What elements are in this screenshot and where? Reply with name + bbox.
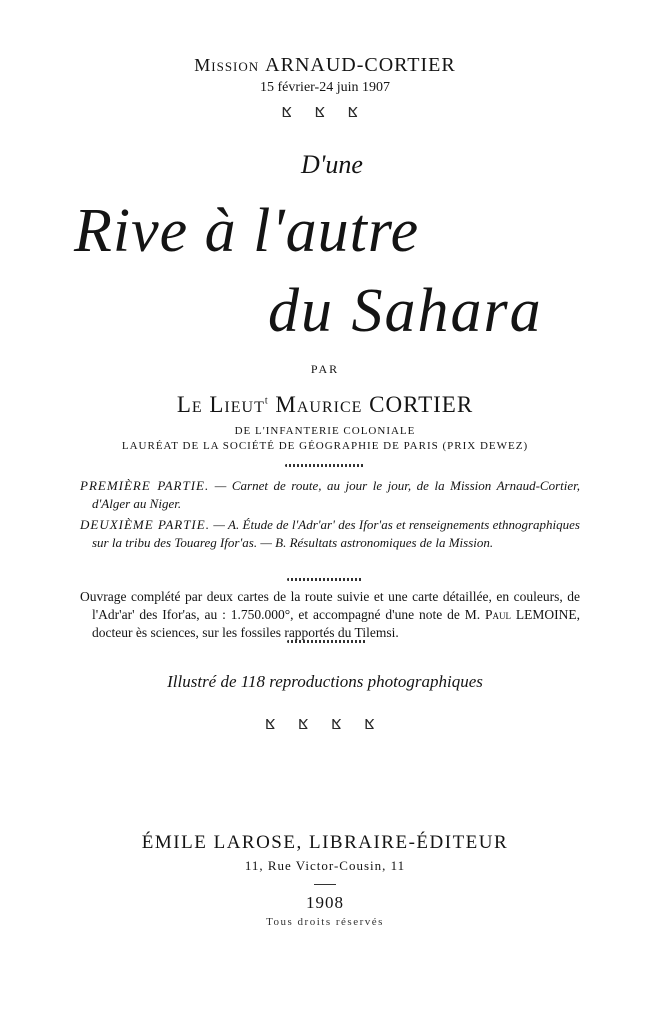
ouvrage-text-before: Ouvrage complété par deux cartes de la route suivie et une carte détaillée, en couleurs, de l'Adr'ar' des Ifor'as, au : 1.750.000°, et accompagné d'une note de M.: [80, 589, 580, 622]
title-pre: D'une: [301, 150, 363, 179]
ouvrage-note: [80, 588, 580, 642]
part-2-label: DEUXIÈME PARTIE.: [80, 517, 210, 532]
ouvrage-text-after: , docteur ès sciences, sur les fossiles rapportés du Tilemsi.: [92, 607, 580, 640]
mission-dates: 15 février-24 juin 1907: [260, 80, 390, 95]
ouvrage-name-last: LEMOINE: [515, 607, 577, 622]
title-line-1: Rive à l'autre: [74, 197, 420, 265]
mission-line: [0, 54, 650, 77]
wavy-divider: [287, 640, 367, 643]
author-affiliation: DE L'INFANTERIE COLONIALE: [234, 425, 416, 437]
part-2: [80, 516, 580, 552]
author-first-name: Maurice: [275, 392, 363, 417]
publication-year: 1908: [306, 893, 344, 912]
ornament-top-icon: ⴿ ⴿ ⴿ: [282, 106, 368, 121]
wavy-divider: [285, 464, 365, 467]
by-label: PAR: [310, 362, 340, 376]
author-award: LAURÉAT DE LA SOCIÉTÉ DE GÉOGRAPHIE DE PARIS (PRIX DEWEZ): [121, 440, 529, 452]
ornament-bottom-icon: ⴿ ⴿ ⴿ ⴿ: [265, 718, 385, 733]
mission-name: ARNAUD-CORTIER: [265, 54, 456, 76]
author-line: [0, 392, 650, 418]
part-1: [80, 477, 580, 513]
part-2-text: — A. Étude de l'Adr'ar' des Ifor'as et renseignements ethnographiques sur la tribu des Touareg Ifor'as. — B. Résultats astronomiques de la Mission.: [92, 517, 580, 550]
mission-prefix: Mission: [194, 55, 260, 75]
publisher-address: 11, Rue Victor-Cousin, 11: [244, 858, 406, 873]
illustrated-line: Illustré de 118 reproductions photographiques: [167, 672, 483, 691]
part-1-text: — Carnet de route, au jour le jour, de la Mission Arnaud-Cortier, d'Alger au Niger.: [92, 478, 581, 511]
part-1-label: PREMIÈRE PARTIE.: [80, 478, 210, 493]
author-rank: Le Lieut: [176, 392, 265, 417]
author-rank-sup: t: [264, 395, 269, 407]
short-divider: [314, 884, 336, 885]
title-line-2: du Sahara: [268, 277, 543, 345]
publisher-name: ÉMILE LAROSE, LIBRAIRE-ÉDITEUR: [141, 832, 509, 853]
wavy-divider: [287, 578, 363, 581]
rights-notice: Tous droits réservés: [266, 916, 384, 928]
ouvrage-name-first: Paul: [484, 607, 511, 622]
author-last-name: CORTIER: [369, 392, 474, 417]
